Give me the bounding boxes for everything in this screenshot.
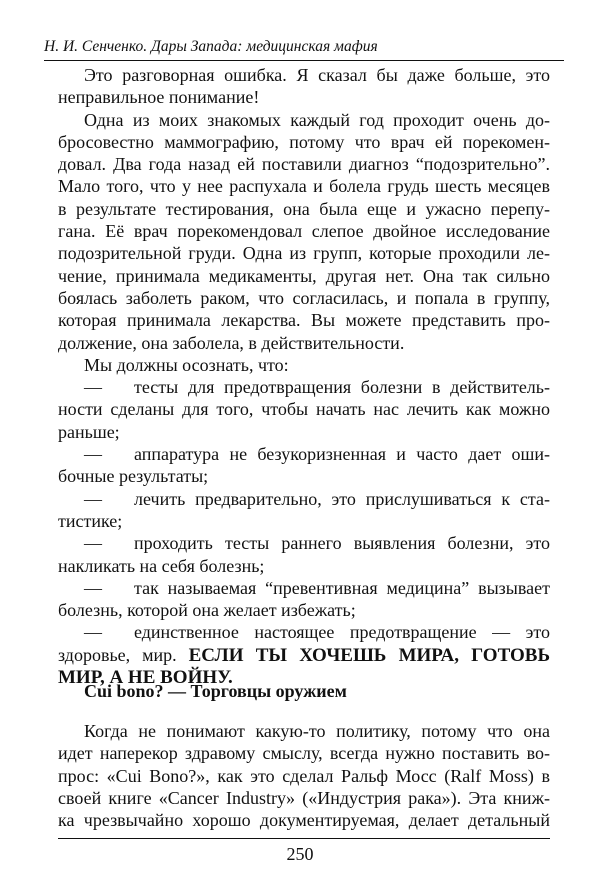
- header-rule: [44, 60, 564, 61]
- text-line: бочные результаты;: [58, 466, 209, 487]
- paragraph-4: [58, 720, 550, 831]
- text-line: аппаратура не безукоризненная и часто дает оши-: [134, 444, 550, 465]
- text-line: [58, 644, 550, 667]
- text-line: подозрительной груди. Одна из групп, которые проходили ле-: [58, 243, 550, 264]
- text-line: болезнь, которой она желает избежать;: [58, 600, 356, 621]
- main-text: [58, 64, 550, 689]
- text-line: бросовестно маммографию, потому что врач ей порекомен-: [58, 131, 550, 152]
- paragraph-2: [58, 109, 550, 354]
- text-line: довал. Два года назад ей поставили диагноз “подозрительно”.: [58, 154, 550, 175]
- text-line: идет наперекор здравому смыслу, всегда нужно поставить во-: [58, 743, 550, 764]
- text-line: единственное настоящее предотвращение — это: [134, 622, 550, 643]
- dash-marker: —: [84, 622, 102, 643]
- text-line: Одна из моих знакомых каждый год проходит очень до-: [84, 109, 550, 130]
- text-line: тесты для предотвращения болезни в действитель-: [134, 377, 550, 398]
- section-heading: Cui bono? — Торговцы оружием: [84, 681, 347, 701]
- text-line: которая принимала лекарства. Вы можете представить про-: [58, 310, 550, 331]
- text-line: Мало того, что у нее распухала и болела грудь шесть месяцев: [58, 176, 550, 197]
- paragraph-3: [58, 354, 550, 376]
- list-item: [58, 376, 550, 443]
- footer-rule: [58, 838, 550, 839]
- text-line: чение, принимала медикаменты, другая нет. Она так сильно: [58, 265, 550, 286]
- text-line: ности сделаны для того, чтобы начать нас лечить как можно: [58, 399, 550, 420]
- emphasis-text: ЕСЛИ ТЫ ХОЧЕШЬ МИРА, ГОТОВЬ: [188, 644, 551, 666]
- dash-marker: —: [84, 533, 102, 554]
- text-line: боялась заболеть раком, что согласилась, и попала в группу,: [58, 287, 550, 308]
- dash-marker: —: [84, 444, 102, 465]
- dash-marker: —: [84, 488, 102, 509]
- text-line: тистике;: [58, 510, 123, 531]
- text-line: в результате тестирования, она была еще и ужасно перепу-: [58, 198, 550, 219]
- section-text: [58, 720, 550, 831]
- page-number: 250: [286, 844, 314, 864]
- text-line: прос: «Cui Bono?», как это сделал Ральф Мосс (Ralf Moss) в: [58, 765, 550, 786]
- text-line: своей книге «Cancer Industry» («Индустрия рака»). Эта книж-: [58, 787, 550, 808]
- text-line: Когда не понимают какую-то политику, потому что она: [84, 721, 550, 741]
- text-line: должение, она заболела, в действительности.: [58, 332, 405, 353]
- list-item: [58, 443, 550, 488]
- text-line: проходить тесты раннего выявления болезни, это: [134, 533, 550, 554]
- text-fragment: здоровье, мир.: [58, 644, 189, 665]
- text-line: лечить предварительно, это прислушиваться к ста-: [134, 488, 550, 509]
- emphasis-text: МИР, А НЕ ВОЙНУ.: [58, 667, 233, 689]
- text-line: неправильное понимание!: [58, 87, 260, 108]
- text-line: ка чрезвычайно хорошо документируемая, делает детальный: [58, 810, 550, 831]
- text-line: Мы должны осознать, что:: [84, 354, 289, 375]
- dash-marker: —: [84, 377, 102, 398]
- list-item: [58, 488, 550, 533]
- list-item: [58, 577, 550, 622]
- text-line: раньше;: [58, 421, 120, 442]
- running-header: Н. И. Сенченко. Дары Запада: медицинская мафия: [44, 38, 378, 55]
- text-line: накликать на себя болезнь;: [58, 555, 265, 576]
- text-line: гана. Её врач порекомендовал слепое двойное исследование: [58, 221, 550, 242]
- text-line: Это разговорная ошибка. Я сказал бы даже больше, это: [84, 65, 550, 85]
- dash-marker: —: [84, 577, 102, 598]
- paragraph-1: [58, 64, 550, 109]
- text-line: так называемая “превентивная медицина” вызывает: [134, 577, 550, 598]
- list-item: [58, 532, 550, 577]
